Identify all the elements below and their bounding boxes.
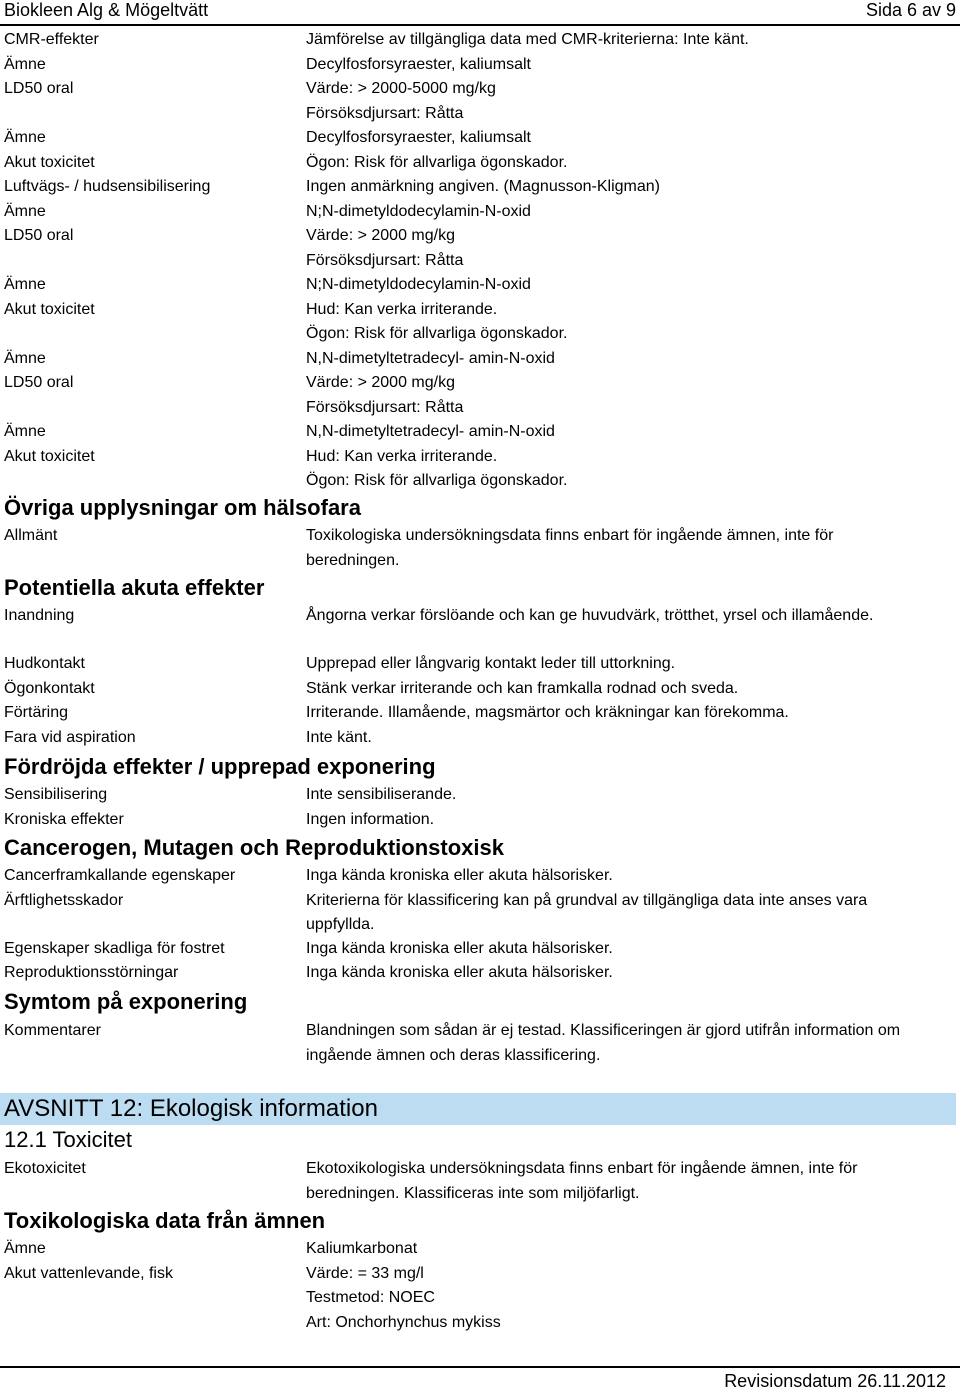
section12-sub: 12.1 Toxicitet (4, 1127, 133, 1152)
cmr-block (0, 864, 960, 986)
tox-row (0, 126, 960, 151)
row-label: Kommentarer (4, 1022, 101, 1039)
row-label: Akut vattenlevande, fisk (4, 1264, 173, 1282)
row-value: Testmetod: NOEC (306, 1289, 435, 1306)
tox-row (0, 151, 960, 176)
row-value: Värde: > 2000 mg/kg (306, 374, 455, 391)
row-label: Luftvägs- / hudsensibilisering (4, 178, 211, 195)
symtom-block (0, 1019, 960, 1068)
row-value: Värde: > 2000 mg/kg (306, 227, 455, 244)
row-label: Fara vid aspiration (4, 728, 136, 746)
tox-row (0, 175, 960, 200)
tox-row (0, 420, 960, 445)
row-label: Allmänt (4, 527, 58, 544)
toxdata-row (0, 1237, 960, 1262)
tox-row (0, 53, 960, 78)
row-label: Egenskaper skadliga för fostret (4, 939, 225, 957)
row-value: Decylfosforsyraester, kaliumsalt (306, 129, 531, 146)
fordrojda-heading: Fördröjda effekter / upprepad exponering (4, 754, 436, 779)
row-label: LD50 oral (4, 80, 74, 97)
row-value: Hud: Kan verka irriterande. (306, 300, 498, 318)
cmr-row (0, 864, 960, 889)
tox-row (0, 200, 960, 225)
ovriga-row (0, 524, 960, 573)
row-label: LD50 oral (4, 227, 74, 244)
row-label: Sensibilisering (4, 786, 108, 803)
footer-divider (0, 1366, 960, 1368)
toxdata-block (0, 1237, 960, 1335)
row-label: Akut toxicitet (4, 153, 95, 171)
row-value: Försöksdjursart: Råtta (306, 104, 464, 122)
toxdata-row (0, 1311, 960, 1336)
akuta-row (0, 677, 960, 702)
row-value: Ekotoxikologiska undersökningsdata finns enbart för ingående ämnen, inte för beredningen. Klassificeras inte som miljöfarligt. (306, 1160, 858, 1202)
row-label: Hudkontakt (4, 655, 85, 672)
cmr-row (0, 961, 960, 986)
akuta-row (0, 726, 960, 751)
akuta-row (0, 652, 960, 677)
tox-row (0, 469, 960, 494)
row-value: Inte känt. (306, 728, 372, 746)
fordrojda-row (0, 783, 960, 808)
row-value: Stänk verkar irriterande och kan framkalla rodnad och sveda. (306, 679, 739, 697)
tox-rows-block (0, 28, 960, 494)
row-value: Ångorna verkar förslöande och kan ge huvudvärk, trötthet, yrsel och illamående. (306, 607, 874, 624)
row-value: Decylfosforsyraester, kaliumsalt (306, 55, 531, 73)
symtom-row (0, 1019, 960, 1068)
row-value: Kaliumkarbonat (306, 1240, 418, 1257)
row-label: Kroniska effekter (4, 810, 124, 828)
row-value: Kriterierna för klassificering kan på grundval av tillgängliga data inte anses vara uppfyllda. (306, 891, 868, 933)
tox-row (0, 77, 960, 102)
akuta-heading: Potentiella akuta effekter (4, 575, 265, 600)
ovriga-block (0, 524, 960, 573)
tox-row (0, 224, 960, 249)
tox-row (0, 249, 960, 274)
tox-row (0, 298, 960, 323)
row-value: N,N-dimetyltetradecyl- amin-N-oxid (306, 349, 555, 367)
row-label: Ögonkontakt (4, 679, 95, 697)
row-label: Ämne (4, 1240, 46, 1257)
row-value: Inga kända kroniska eller akuta hälsorisker. (306, 964, 613, 981)
row-label: Ämne (4, 276, 46, 293)
row-value: Inte sensibiliserande. (306, 786, 457, 803)
akuta-row (0, 701, 960, 726)
row-label: Ämne (4, 202, 46, 220)
row-value: Värde: > 2000-5000 mg/kg (306, 80, 496, 97)
tox-row (0, 102, 960, 127)
row-label: Ärftlighetsskador (4, 891, 124, 909)
row-value: Upprepad eller långvarig kontakt leder till uttorkning. (306, 655, 676, 672)
row-label: Cancerframkallande egenskaper (4, 867, 236, 884)
row-label: Ämne (4, 423, 46, 440)
row-label: LD50 oral (4, 374, 74, 391)
row-label: Ämne (4, 129, 46, 146)
tox-row (0, 322, 960, 347)
row-value: Hud: Kan verka irriterande. (306, 447, 498, 465)
revision-date: Revisionsdatum 26.11.2012 (724, 1371, 946, 1391)
row-label: Inandning (4, 607, 75, 624)
row-label: Förtäring (4, 704, 69, 721)
row-value: Blandningen som sådan är ej testad. Klassificeringen är gjord utifrån information om ingående ämnen och deras klassificering. (306, 1022, 901, 1064)
row-value: Art: Onchorhynchus mykiss (306, 1313, 501, 1331)
symtom-heading: Symtom på exponering (4, 989, 248, 1014)
toxdata-heading: Toxikologiska data från ämnen (4, 1208, 326, 1233)
fordrojda-block (0, 783, 960, 832)
fordrojda-row (0, 808, 960, 833)
cmr-heading: Cancerogen, Mutagen och Reproduktionstoxisk (4, 835, 504, 860)
akuta-block (0, 604, 960, 750)
tox-row (0, 347, 960, 372)
row-label: Akut toxicitet (4, 300, 95, 318)
section12-band (0, 1093, 956, 1125)
row-value: N,N-dimetyltetradecyl- amin-N-oxid (306, 423, 555, 440)
row-value: Inga kända kroniska eller akuta hälsorisker. (306, 867, 613, 884)
toxdata-row (0, 1286, 960, 1311)
row-label: Akut toxicitet (4, 447, 95, 465)
ovriga-heading: Övriga upplysningar om hälsofara (4, 495, 361, 520)
row-value: N;N-dimetyldodecylamin-N-oxid (306, 276, 531, 293)
row-label: CMR-effekter (4, 31, 99, 48)
tox-row (0, 371, 960, 396)
row-value: Ögon: Risk för allvarliga ögonskador. (306, 325, 568, 342)
row-value: Värde: = 33 mg/l (306, 1264, 424, 1282)
tox-row (0, 28, 960, 53)
tox-row (0, 273, 960, 298)
row-value: Inga kända kroniska eller akuta hälsorisker. (306, 939, 613, 957)
tox-row (0, 396, 960, 421)
row-value: N;N-dimetyldodecylamin-N-oxid (306, 202, 531, 220)
row-value: Irriterande. Illamående, magsmärtor och kräkningar kan förekomma. (306, 704, 789, 721)
row-value: Ögon: Risk för allvarliga ögonskador. (306, 472, 568, 489)
akuta-row (0, 604, 960, 652)
row-label: Ämne (4, 55, 46, 73)
row-value: Toxikologiska undersökningsdata finns enbart för ingående ämnen, inte för beredningen. (306, 527, 834, 569)
header-divider (0, 24, 960, 26)
row-value: Ingen anmärkning angiven. (Magnusson-Kligman) (306, 178, 660, 195)
row-value: Ingen information. (306, 810, 435, 828)
row-label: Ekotoxicitet (4, 1160, 86, 1177)
row-value: Jämförelse av tillgängliga data med CMR-kriterierna: Inte känt. (306, 31, 749, 48)
eko-row (0, 1157, 960, 1206)
row-label: Ämne (4, 349, 46, 367)
row-value: Försöksdjursart: Råtta (306, 251, 464, 269)
cmr-row (0, 889, 960, 937)
toxdata-row (0, 1262, 960, 1287)
eko-block (0, 1157, 960, 1206)
row-value: Försöksdjursart: Råtta (306, 398, 464, 416)
row-value: Ögon: Risk för allvarliga ögonskador. (306, 153, 568, 171)
tox-row (0, 445, 960, 470)
section12-title: AVSNITT 12: Ekologisk information (4, 1095, 378, 1122)
cmr-row (0, 937, 960, 962)
row-label: Reproduktionsstörningar (4, 964, 179, 981)
document-title: Biokleen Alg & Mögeltvätt (4, 0, 209, 20)
page-number: Sida 6 av 9 (865, 0, 956, 20)
